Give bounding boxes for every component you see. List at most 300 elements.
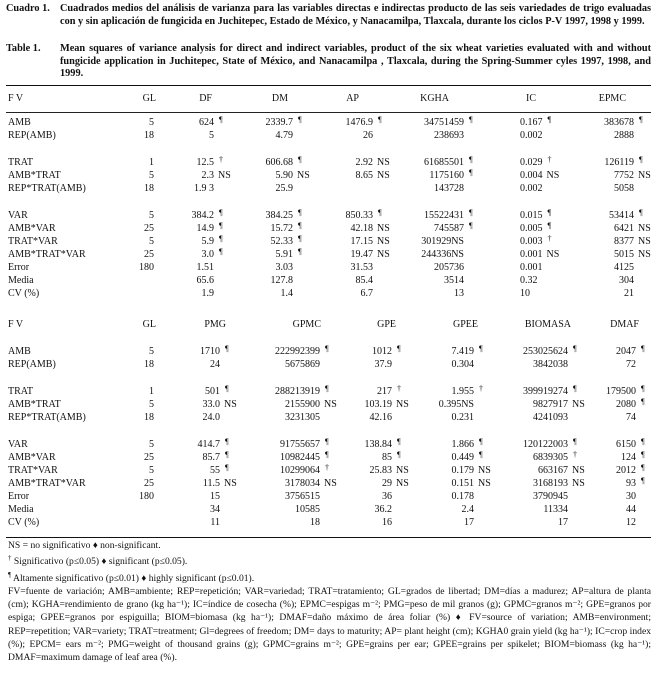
row-label: REP*TRAT(AMB) xyxy=(8,412,86,423)
significance-mark: ¶ xyxy=(641,476,645,485)
significance-mark: ¶ xyxy=(641,437,645,446)
value-df: 65.6 xyxy=(196,275,214,286)
value-gpee: 7.419 xyxy=(451,346,474,357)
significance-mark: † xyxy=(397,384,401,393)
caption-english xyxy=(6,43,651,81)
significance-mark: ¶ xyxy=(641,463,645,472)
row-label: TRAT*VAR xyxy=(8,236,58,247)
value-df: 5 xyxy=(209,130,214,141)
significance-mark: ¶ xyxy=(639,115,643,124)
value-dmaf: 2047 xyxy=(616,346,636,357)
not-significant-mark: NS xyxy=(638,223,651,234)
value-df: 14.9 xyxy=(196,223,214,234)
value-pmg: 55 xyxy=(210,465,220,476)
pilcrow-mark: ¶ xyxy=(8,570,12,579)
significance-mark: ¶ xyxy=(225,450,229,459)
value-gpmc: 2155900 xyxy=(285,399,320,410)
value-epmc: 304 xyxy=(619,275,634,286)
significance-mark: ¶ xyxy=(225,437,229,446)
not-significant-mark: NS xyxy=(572,465,585,476)
value-df: 5.9 xyxy=(201,236,214,247)
row-label: AMB*VAR xyxy=(8,223,56,234)
degrees-of-freedom: 25 xyxy=(144,249,154,260)
significance-mark: ¶ xyxy=(573,437,577,446)
significance-mark: † xyxy=(325,463,329,472)
not-significant-mark: NS xyxy=(218,170,231,181)
row-label: VAR xyxy=(8,439,28,450)
value-gpmc: 18 xyxy=(310,517,320,528)
value-gpee: 0.151 xyxy=(451,478,474,489)
column-header-gpmc: GPMC xyxy=(292,319,321,330)
value-biomasa: 3790945 xyxy=(533,491,568,502)
value-biomasa: 120122003 xyxy=(523,439,568,450)
value-epmc: 7752 xyxy=(614,170,634,181)
caption-label-en: Table 1. xyxy=(6,43,41,54)
not-significant-mark: NS xyxy=(324,478,337,489)
value-dm: 2339.7 xyxy=(265,117,293,128)
value-ap: 2.92 xyxy=(355,157,373,168)
not-significant-mark: NS xyxy=(224,399,237,410)
value-ic: 0.32 xyxy=(520,275,538,286)
value-ic: 0.004 xyxy=(520,170,543,181)
value-gpe: 36.2 xyxy=(374,504,392,515)
not-significant-mark: NS xyxy=(638,170,651,181)
note-significant-text: Significativo (p≤0.05) ♦ significant (p≤0.05). xyxy=(11,556,188,568)
value-kgha: 15522431 xyxy=(424,210,464,221)
significance-mark: † xyxy=(547,234,552,243)
significance-mark: ¶ xyxy=(325,450,329,459)
significance-mark: ¶ xyxy=(298,208,302,217)
degrees-of-freedom: 25 xyxy=(144,452,154,463)
value-pmg: 11.5 xyxy=(202,478,220,489)
value-dmaf: 6150 xyxy=(616,439,636,450)
value-biomasa: 9827917 xyxy=(533,399,568,410)
value-dm: 25.9 xyxy=(275,183,293,194)
value-dmaf: 12 xyxy=(626,517,636,528)
degrees-of-freedom: 5 xyxy=(149,210,154,221)
value-df: 12.5 xyxy=(196,157,214,168)
significance-mark: ¶ xyxy=(547,221,552,230)
caption-label-es: Cuadro 1. xyxy=(6,3,50,14)
value-df: 1.9 3 xyxy=(194,183,214,194)
value-gpe: 16 xyxy=(382,517,392,528)
value-pmg: 85.7 xyxy=(202,452,220,463)
column-header-dm: DM xyxy=(271,93,288,104)
not-significant-mark: NS xyxy=(396,399,409,410)
value-epmc: 2888 xyxy=(614,130,634,141)
not-significant-mark: NS xyxy=(478,465,491,476)
significance-mark: ¶ xyxy=(573,384,577,393)
row-label: AMB*TRAT xyxy=(8,170,61,181)
value-dm: 5.90 xyxy=(275,170,293,181)
degrees-of-freedom: 25 xyxy=(144,223,154,234)
not-significant-mark: NS xyxy=(324,399,337,410)
significance-mark: ¶ xyxy=(397,450,401,459)
degrees-of-freedom: 1 xyxy=(149,157,154,168)
not-significant-mark: NS xyxy=(297,170,310,181)
value-pmg: 11 xyxy=(210,517,220,528)
table-bottom-rule xyxy=(6,537,651,538)
degrees-of-freedom: 5 xyxy=(149,170,154,181)
value-ic: 0.029 xyxy=(520,157,543,168)
significance-mark: ¶ xyxy=(225,463,229,472)
degrees-of-freedom: 5 xyxy=(149,465,154,476)
row-label: REP(AMB) xyxy=(8,359,56,370)
value-biomasa: 663167 xyxy=(538,465,568,476)
significance-mark: ¶ xyxy=(219,234,223,243)
column-header-gpee: GPEE xyxy=(453,319,478,330)
value-gpmc: 10982445 xyxy=(280,452,320,463)
value-ap: 19.47 xyxy=(350,249,373,260)
value-gpmc: 10585 xyxy=(295,504,320,515)
row-label: Error xyxy=(8,262,30,273)
value-gpmc: 10299064 xyxy=(280,465,320,476)
value-gpee: 0.395NS xyxy=(438,399,474,410)
value-dmaf: 30 xyxy=(626,491,636,502)
value-gpe: 36 xyxy=(382,491,392,502)
value-kgha: 238693 xyxy=(434,130,464,141)
column-header-pmg: PMG xyxy=(204,319,226,330)
degrees-of-freedom: 18 xyxy=(144,359,154,370)
value-dmaf: 72 xyxy=(626,359,636,370)
not-significant-mark: NS xyxy=(638,249,651,260)
degrees-of-freedom: 25 xyxy=(144,478,154,489)
column-header-epmc: EPMC xyxy=(598,93,626,104)
value-ap: 31.53 xyxy=(350,262,373,273)
significance-mark: ¶ xyxy=(469,155,473,164)
value-gpmc: 222992399 xyxy=(275,346,320,357)
value-gpe: 138.84 xyxy=(364,439,392,450)
degrees-of-freedom: 180 xyxy=(139,262,154,273)
not-significant-mark: NS xyxy=(396,478,409,489)
significance-mark: ¶ xyxy=(469,168,473,177)
significance-mark: ¶ xyxy=(641,450,645,459)
value-gpmc: 3756515 xyxy=(285,491,320,502)
value-biomasa: 6839305 xyxy=(533,452,568,463)
row-label: TRAT xyxy=(8,386,33,397)
not-significant-mark: NS xyxy=(546,249,560,260)
degrees-of-freedom: 5 xyxy=(149,439,154,450)
row-label: CV (%) xyxy=(8,517,40,528)
value-dm: 15.72 xyxy=(270,223,293,234)
value-epmc: 53414 xyxy=(609,210,634,221)
value-dm: 3.03 xyxy=(275,262,293,273)
value-gpe: 42.16 xyxy=(369,412,392,423)
value-df: 1.51 xyxy=(196,262,214,273)
row-label: TRAT*VAR xyxy=(8,465,58,476)
not-significant-mark: NS xyxy=(377,170,390,181)
value-biomasa: 253025624 xyxy=(523,346,568,357)
value-epmc: 126119 xyxy=(604,157,634,168)
dagger-mark: † xyxy=(8,554,12,563)
value-epmc: 5015 xyxy=(614,249,634,260)
significance-mark: ¶ xyxy=(469,115,473,124)
significance-mark: ¶ xyxy=(378,115,382,124)
significance-mark: ¶ xyxy=(378,208,382,217)
significance-mark: ¶ xyxy=(298,115,302,124)
value-biomasa: 399919274 xyxy=(523,386,568,397)
value-dmaf: 44 xyxy=(626,504,636,515)
significance-mark: ¶ xyxy=(225,344,229,353)
degrees-of-freedom: 18 xyxy=(144,130,154,141)
significance-mark: ¶ xyxy=(325,344,329,353)
not-significant-mark: NS xyxy=(377,236,390,247)
row-label: AMB*VAR xyxy=(8,452,56,463)
not-significant-mark: NS xyxy=(638,236,651,247)
value-ap: 8.65 xyxy=(355,170,373,181)
value-biomasa: 3842038 xyxy=(533,359,568,370)
significance-mark: ¶ xyxy=(298,155,302,164)
table-top-rule xyxy=(6,85,651,86)
significance-mark: ¶ xyxy=(397,344,401,353)
value-epmc: 5058 xyxy=(614,183,634,194)
not-significant-mark: NS xyxy=(377,157,390,168)
value-epmc: 383678 xyxy=(604,117,634,128)
not-significant-mark: NS xyxy=(377,223,390,234)
not-significant-mark: NS xyxy=(546,170,560,181)
significance-mark: ¶ xyxy=(641,397,645,406)
row-label: REP(AMB) xyxy=(8,130,56,141)
value-gpe: 37.9 xyxy=(374,359,392,370)
degrees-of-freedom: 5 xyxy=(149,399,154,410)
value-gpe: 1012 xyxy=(372,346,392,357)
significance-mark: ¶ xyxy=(325,384,329,393)
row-label: Media xyxy=(8,504,34,515)
value-dmaf: 2080 xyxy=(616,399,636,410)
value-gpee: 17 xyxy=(464,517,474,528)
significance-mark: ¶ xyxy=(573,344,577,353)
value-dm: 5.91 xyxy=(275,249,293,260)
value-kgha: 244336NS xyxy=(421,249,464,260)
significance-mark: ¶ xyxy=(641,384,645,393)
significance-mark: ¶ xyxy=(479,450,483,459)
value-kgha: 3514 xyxy=(444,275,464,286)
value-gpmc: 3231305 xyxy=(285,412,320,423)
value-dmaf: 74 xyxy=(626,412,636,423)
caption-text-es: Cuadrados medios del análisis de varianza para las variables directas e indirectas producto de las seis variedades de trigo evaluadas con y sin aplicación de fungicida en Juchitepec, Estado de México, y Nanacamilpa, Tlaxcala, durante los ciclos P-V 1997, 1998 y 1999. xyxy=(60,3,651,27)
value-kgha: 205736 xyxy=(434,262,464,273)
value-ic: 0.001 xyxy=(520,249,543,260)
degrees-of-freedom: 18 xyxy=(144,412,154,423)
value-pmg: 501 xyxy=(205,386,220,397)
column-header-gpe: GPE xyxy=(377,319,396,330)
value-df: 384.2 xyxy=(191,210,214,221)
column-header-gl: GL xyxy=(142,93,156,104)
value-ap: 26 xyxy=(363,130,373,141)
value-gpmc: 3178034 xyxy=(285,478,320,489)
value-ap: 17.15 xyxy=(350,236,373,247)
value-gpe: 103.19 xyxy=(364,399,392,410)
value-gpmc: 288213919 xyxy=(275,386,320,397)
row-label: Media xyxy=(8,275,34,286)
value-ic: 0.001 xyxy=(520,262,543,273)
column-header-ic: IC xyxy=(526,93,536,104)
value-dm: 384.25 xyxy=(265,210,293,221)
significance-mark: ¶ xyxy=(639,208,643,217)
significance-mark: ¶ xyxy=(639,155,643,164)
value-df: 2.3 xyxy=(201,170,214,181)
column-header-gl: GL xyxy=(142,319,156,330)
value-ic: 0.002 xyxy=(520,130,543,141)
value-df: 624 xyxy=(199,117,214,128)
row-label: Error xyxy=(8,491,30,502)
not-significant-mark: NS xyxy=(377,249,390,260)
row-label: AMB xyxy=(8,346,31,357)
degrees-of-freedom: 5 xyxy=(149,346,154,357)
column-header-dmaf: DMAF xyxy=(610,319,639,330)
column-header-fv: F V xyxy=(8,319,24,330)
significance-mark: ¶ xyxy=(547,208,552,217)
value-pmg: 414.7 xyxy=(197,439,220,450)
significance-mark: ¶ xyxy=(469,221,473,230)
significance-mark: ¶ xyxy=(547,115,552,124)
value-dm: 127.8 xyxy=(270,275,293,286)
value-gpe: 217 xyxy=(377,386,392,397)
row-label: AMB*TRAT*VAR xyxy=(8,478,86,489)
value-dmaf: 2012 xyxy=(616,465,636,476)
value-dmaf: 124 xyxy=(621,452,636,463)
value-pmg: 1710 xyxy=(200,346,220,357)
value-ap: 6.7 xyxy=(360,288,373,299)
value-gpmc: 91755657 xyxy=(280,439,320,450)
value-gpe: 85 xyxy=(382,452,392,463)
caption-spanish xyxy=(6,3,651,28)
degrees-of-freedom: 1 xyxy=(149,386,154,397)
value-gpee: 0.304 xyxy=(451,359,474,370)
row-label: CV (%) xyxy=(8,288,40,299)
note-highly-significant xyxy=(8,569,651,585)
value-kgha: 745587 xyxy=(434,223,464,234)
not-significant-mark: NS xyxy=(572,399,585,410)
value-dm: 52.33 xyxy=(270,236,293,247)
value-gpee: 0.178 xyxy=(451,491,474,502)
row-label: AMB*TRAT xyxy=(8,399,61,410)
value-epmc: 21 xyxy=(624,288,634,299)
value-dm: 4.79 xyxy=(275,130,293,141)
caption-text-en: Mean squares of variance analysis for direct and indirect variables, product of the six wheat varieties evaluated with and without fungicide application in Juchitepec, State of México, and Nanacamilpa , Tlaxcala, during the Spring-Summer cyles 1997, 1998, and 1999. xyxy=(60,43,651,80)
significance-mark: ¶ xyxy=(641,344,645,353)
column-header-ap: AP xyxy=(346,93,359,104)
value-df: 1.9 xyxy=(201,288,214,299)
value-ic: 0.003 xyxy=(520,236,543,247)
value-biomasa: 17 xyxy=(558,517,568,528)
value-dm: 1.4 xyxy=(280,288,293,299)
value-ic: 0.015 xyxy=(520,210,543,221)
value-dm: 606.68 xyxy=(265,157,293,168)
row-label: AMB*TRAT*VAR xyxy=(8,249,86,260)
column-header-biomasa: BIOMASA xyxy=(524,319,571,330)
value-epmc: 6421 xyxy=(614,223,634,234)
value-ic: 0.002 xyxy=(520,183,543,194)
significance-mark: ¶ xyxy=(219,247,223,256)
row-label: TRAT xyxy=(8,157,33,168)
value-ap: 42.18 xyxy=(350,223,373,234)
note-ns: NS = no significativo ♦ non-significant. xyxy=(8,540,161,551)
value-pmg: 24 xyxy=(210,359,220,370)
value-kgha: 301929NS xyxy=(421,236,464,247)
value-epmc: 8377 xyxy=(614,236,634,247)
value-pmg: 24.0 xyxy=(202,412,220,423)
value-gpee: 1.866 xyxy=(451,439,474,450)
significance-mark: ¶ xyxy=(219,115,223,124)
not-significant-mark: NS xyxy=(224,478,237,489)
value-ic: 0.005 xyxy=(520,223,543,234)
value-kgha: 13 xyxy=(454,288,464,299)
value-gpmc: 5675869 xyxy=(285,359,320,370)
value-df: 3.0 xyxy=(201,249,214,260)
not-significant-mark: NS xyxy=(396,465,409,476)
significance-mark: ¶ xyxy=(225,384,229,393)
row-label: AMB xyxy=(8,117,31,128)
value-kgha: 61685501 xyxy=(424,157,464,168)
value-dmaf: 93 xyxy=(626,478,636,489)
significance-mark: ¶ xyxy=(479,437,483,446)
value-gpe: 25.83 xyxy=(369,465,392,476)
significance-mark: ¶ xyxy=(397,437,401,446)
value-kgha: 1175160 xyxy=(429,170,464,181)
degrees-of-freedom: 18 xyxy=(144,183,154,194)
note-highly-significant-text: Altamente significativo (p≤0.01) ♦ highly significant (p≤0.01). xyxy=(11,572,255,584)
significance-mark: ¶ xyxy=(298,221,302,230)
value-pmg: 33.0 xyxy=(202,399,220,410)
value-dmaf: 179500 xyxy=(606,386,636,397)
significance-mark: † xyxy=(573,450,577,459)
value-gpee: 2.4 xyxy=(461,504,474,515)
value-gpee: 1.955 xyxy=(451,386,474,397)
table-notes xyxy=(8,539,651,664)
significance-mark: ¶ xyxy=(298,247,302,256)
significance-mark: ¶ xyxy=(325,437,329,446)
value-epmc: 4125 xyxy=(614,262,634,273)
degrees-of-freedom: 5 xyxy=(149,117,154,128)
significance-mark: ¶ xyxy=(219,208,223,217)
column-header-df: DF xyxy=(199,93,212,104)
value-pmg: 15 xyxy=(210,491,220,502)
row-label: REP*TRAT(AMB) xyxy=(8,183,86,194)
value-gpee: 0.179 xyxy=(451,465,474,476)
value-ap: 85.4 xyxy=(355,275,373,286)
degrees-of-freedom: 180 xyxy=(139,491,154,502)
value-kgha: 143728 xyxy=(434,183,464,194)
significance-mark: † xyxy=(547,155,552,164)
value-ic: 10 xyxy=(520,288,530,299)
significance-mark: ¶ xyxy=(298,234,302,243)
significance-mark: † xyxy=(219,155,223,164)
significance-mark: † xyxy=(479,384,483,393)
degrees-of-freedom: 5 xyxy=(149,236,154,247)
header-rule xyxy=(6,112,651,113)
value-ap: 1476.9 xyxy=(345,117,373,128)
value-pmg: 34 xyxy=(210,504,220,515)
value-gpee: 0.449 xyxy=(451,452,474,463)
column-header-fv: F V xyxy=(8,93,24,104)
value-biomasa: 4241093 xyxy=(533,412,568,423)
value-biomasa: 3168193 xyxy=(533,478,568,489)
not-significant-mark: NS xyxy=(478,478,491,489)
column-header-kgha: KGHA xyxy=(420,93,449,104)
note-significant xyxy=(8,552,651,568)
value-ic: 0.167 xyxy=(520,117,543,128)
row-label: VAR xyxy=(8,210,28,221)
value-kgha: 34751459 xyxy=(424,117,464,128)
value-ap: 850.33 xyxy=(345,210,373,221)
significance-mark: ¶ xyxy=(219,221,223,230)
note-abbreviations: FV=fuente de variación; AMB=ambiente; REP=repetición; VAR=variedad; TRAT=tratamiento; GL=grados de libertad; DM=días a madurez; AP=altura de planta (cm); KGHA=rendimiento de grano (kg ha⁻¹); IC=índice de cosecha (%); EPMC=espigas m⁻²; PMG=peso de mil granos (g); GPMC=granos m⁻²; GPE=granos por espiga; GPEE=granos por espiguilla; BIOM=biomasa (kg ha⁻¹); DMAF=daño máximo de área foliar (%) ♦ FV=source of variation; AMB=environment; REP=repetition; VAR=variety; TRAT=treatment; Gl=degrees of freedom; DM= days to maturity; AP= plant height (cm); KGHA0 grain yield (kg ha⁻¹); IC=crop index (%); EPCM= ears m⁻²; PMG=weight of thousand grains (g); GPMC=grains m⁻²; GPE=grains per ear; GPEE=grains per spikelet; BIOM=biomass (kg ha⁻¹); DMAF=maximum damage of leaf area (%). xyxy=(8,585,651,663)
value-gpe: 29 xyxy=(382,478,392,489)
not-significant-mark: NS xyxy=(572,478,585,489)
significance-mark: ¶ xyxy=(469,208,473,217)
value-biomasa: 11334 xyxy=(543,504,568,515)
